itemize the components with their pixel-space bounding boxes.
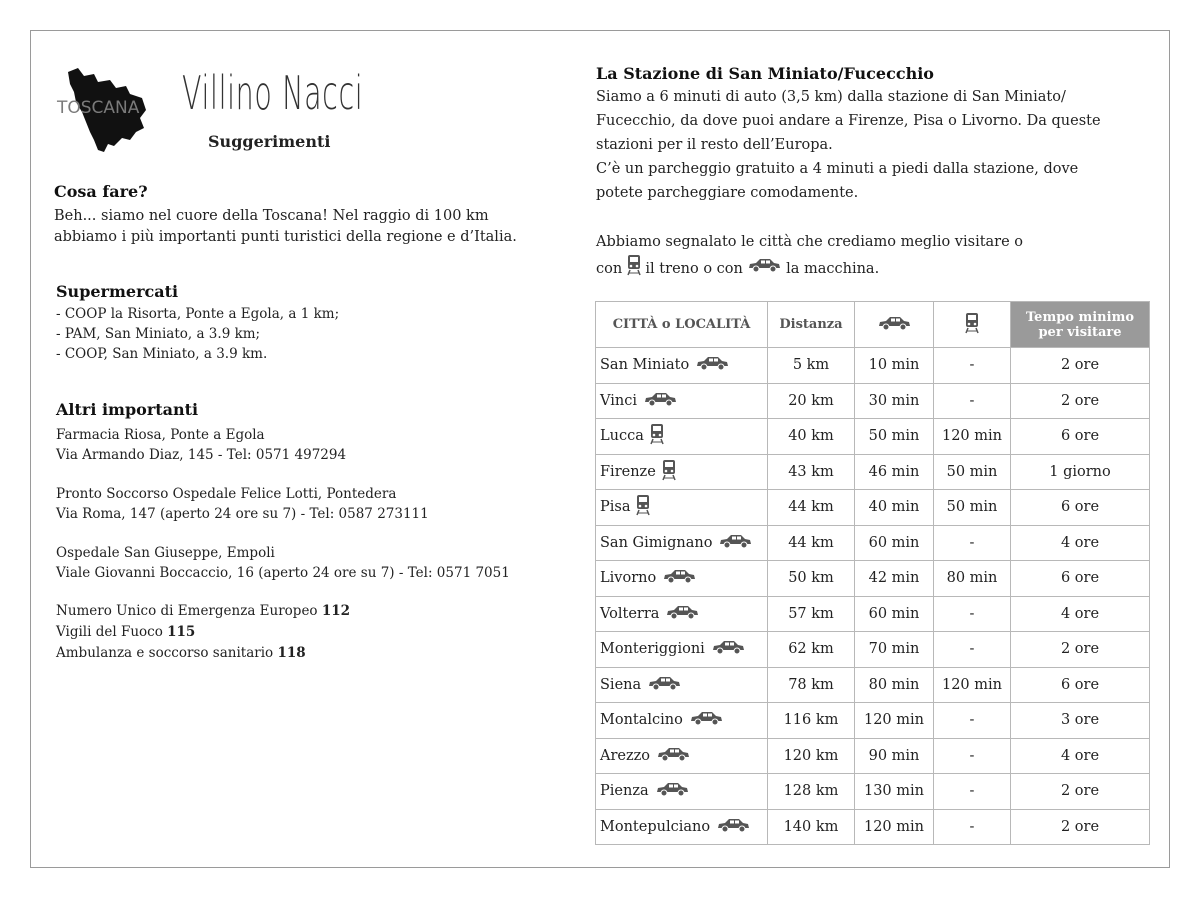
train-time-cell: - xyxy=(934,703,1011,739)
city-name: Pisa xyxy=(600,499,631,516)
stazione-line: C’è un parcheggio gratuito a 4 minuti a piedi dalla stazione, dove xyxy=(596,161,1079,177)
car-icon xyxy=(711,639,745,659)
city-cell xyxy=(596,454,768,490)
train-time-cell: - xyxy=(934,348,1011,384)
car-icon xyxy=(716,817,750,837)
page-subtitle: Suggerimenti xyxy=(208,132,331,151)
distance-cell: 116 km xyxy=(768,703,855,739)
city-name: Montepulciano xyxy=(600,818,711,835)
city-cell xyxy=(596,596,768,632)
train-time-cell: - xyxy=(934,809,1011,845)
vigili-line xyxy=(56,622,586,643)
distance-cell: 44 km xyxy=(768,525,855,561)
car-time-cell: 90 min xyxy=(855,738,934,774)
distance-cell: 120 km xyxy=(768,738,855,774)
city-name: Monteriggioni xyxy=(600,641,705,658)
city-name: Firenze xyxy=(600,463,656,480)
brand-title: Villino Nacci xyxy=(182,66,364,120)
ambulanza-label: Ambulanza e soccorso sanitario xyxy=(56,645,274,661)
header-train-col xyxy=(934,302,1011,348)
distance-cell: 40 km xyxy=(768,419,855,455)
city-cell xyxy=(596,667,768,703)
visit-time-cell: 2 ore xyxy=(1011,383,1150,419)
distance-cell: 140 km xyxy=(768,809,855,845)
visit-time-cell: 6 ore xyxy=(1011,419,1150,455)
car-time-cell: 60 min xyxy=(855,525,934,561)
car-icon xyxy=(718,533,752,553)
table-row xyxy=(596,383,1150,419)
table-row xyxy=(596,490,1150,526)
cosa-fare-section xyxy=(54,182,584,248)
city-name: San Gimignano xyxy=(600,534,713,551)
car-icon xyxy=(662,568,696,588)
pronto-soccorso-address: Via Roma, 147 (aperto 24 ore su 7) - Tel: 0587 273111 xyxy=(56,506,429,522)
car-icon xyxy=(695,355,729,375)
signal-con: con xyxy=(596,261,623,277)
visit-time-cell: 2 ore xyxy=(1011,774,1150,810)
header-car-col xyxy=(855,302,934,348)
train-time-cell: 80 min xyxy=(934,561,1011,597)
table-row xyxy=(596,419,1150,455)
city-cell xyxy=(596,490,768,526)
farmacia-name: Farmacia Riosa, Ponte a Egola xyxy=(56,427,265,443)
emergency-label: Numero Unico di Emergenza Europeo xyxy=(56,603,318,619)
visit-time-cell: 2 ore xyxy=(1011,809,1150,845)
visit-time-cell: 4 ore xyxy=(1011,596,1150,632)
supermercati-item: - COOP, San Miniato, a 3.9 km. xyxy=(56,346,268,362)
car-icon xyxy=(665,604,699,624)
ambulanza-number: 118 xyxy=(277,645,306,661)
city-cell xyxy=(596,738,768,774)
city-cell xyxy=(596,774,768,810)
cosa-fare-title: Cosa fare? xyxy=(54,182,148,201)
header-time-min: Tempo minimo per visitare xyxy=(1011,302,1150,348)
car-time-cell: 80 min xyxy=(855,667,934,703)
car-icon xyxy=(747,257,781,281)
city-name: Montalcino xyxy=(600,712,683,729)
vigili-label: Vigili del Fuoco xyxy=(56,624,163,640)
city-name: Volterra xyxy=(600,605,660,622)
city-name: Pienza xyxy=(600,783,649,800)
distance-cell: 43 km xyxy=(768,454,855,490)
car-time-cell: 42 min xyxy=(855,561,934,597)
car-icon xyxy=(656,746,690,766)
altri-section xyxy=(56,400,586,664)
car-icon xyxy=(876,315,912,331)
travel-table xyxy=(595,301,1150,845)
train-time-cell: - xyxy=(934,383,1011,419)
visit-time-cell: 3 ore xyxy=(1011,703,1150,739)
header-distance: Distanza xyxy=(768,302,855,348)
car-icon xyxy=(647,675,681,695)
city-cell xyxy=(596,561,768,597)
train-icon xyxy=(965,311,979,335)
ospedale-address: Viale Giovanni Boccaccio, 16 (aperto 24 ore su 7) - Tel: 0571 7051 xyxy=(56,565,510,581)
distance-cell: 128 km xyxy=(768,774,855,810)
stazione-section xyxy=(596,64,1156,284)
visit-time-cell: 6 ore xyxy=(1011,667,1150,703)
car-time-cell: 40 min xyxy=(855,490,934,526)
car-time-cell: 130 min xyxy=(855,774,934,810)
city-name: Arezzo xyxy=(600,747,650,764)
car-time-cell: 120 min xyxy=(855,703,934,739)
train-time-cell: 120 min xyxy=(934,667,1011,703)
table-row xyxy=(596,703,1150,739)
distance-cell: 57 km xyxy=(768,596,855,632)
table-row xyxy=(596,596,1150,632)
stazione-line: Siamo a 6 minuti di auto (3,5 km) dalla stazione di San Miniato/ xyxy=(596,89,1066,105)
train-icon xyxy=(662,458,676,486)
stazione-line: stazioni per il resto dell’Europa. xyxy=(596,137,833,153)
visit-time-cell: 4 ore xyxy=(1011,738,1150,774)
distance-cell: 50 km xyxy=(768,561,855,597)
table-row xyxy=(596,561,1150,597)
city-name: San Miniato xyxy=(600,357,690,374)
header-city: CITTÀ o LOCALITÀ xyxy=(596,302,768,348)
visit-time-cell: 6 ore xyxy=(1011,561,1150,597)
cosa-fare-line-2: abbiamo i più importanti punti turistici della regione e d’Italia. xyxy=(54,229,517,245)
car-icon xyxy=(643,391,677,411)
city-cell xyxy=(596,809,768,845)
train-time-cell: 120 min xyxy=(934,419,1011,455)
car-time-cell: 70 min xyxy=(855,632,934,668)
ambulanza-line xyxy=(56,643,586,664)
supermercati-item: - COOP la Risorta, Ponte a Egola, a 1 km; xyxy=(56,306,340,322)
map-label: TOSCANA xyxy=(57,98,140,118)
distance-cell: 62 km xyxy=(768,632,855,668)
city-cell xyxy=(596,703,768,739)
car-icon xyxy=(689,710,723,730)
emergency-line xyxy=(56,601,586,622)
signal-line-1: Abbiamo segnalato le città che crediamo meglio visitare o xyxy=(596,234,1024,250)
car-time-cell: 120 min xyxy=(855,809,934,845)
city-cell xyxy=(596,632,768,668)
vigili-number: 115 xyxy=(167,624,196,640)
train-icon xyxy=(650,422,664,450)
table-row xyxy=(596,454,1150,490)
car-time-cell: 50 min xyxy=(855,419,934,455)
city-cell xyxy=(596,383,768,419)
city-name: Vinci xyxy=(600,392,637,409)
table-row xyxy=(596,525,1150,561)
train-time-cell: - xyxy=(934,774,1011,810)
emergency-number: 112 xyxy=(321,603,351,619)
table-row xyxy=(596,738,1150,774)
train-icon xyxy=(636,493,650,521)
cosa-fare-line-1: Beh... siamo nel cuore della Toscana! Nel raggio di 100 km xyxy=(54,208,489,224)
car-time-cell: 10 min xyxy=(855,348,934,384)
distance-cell: 44 km xyxy=(768,490,855,526)
signal-treno: il treno o con xyxy=(645,261,743,277)
stazione-line: Fucecchio, da dove puoi andare a Firenze, Pisa o Livorno. Da queste xyxy=(596,113,1101,129)
visit-time-cell: 6 ore xyxy=(1011,490,1150,526)
table-row xyxy=(596,809,1150,845)
visit-time-cell: 2 ore xyxy=(1011,632,1150,668)
car-icon xyxy=(655,781,689,801)
visit-time-cell: 4 ore xyxy=(1011,525,1150,561)
table-body xyxy=(596,348,1150,845)
signal-line-2 xyxy=(596,254,1156,284)
distance-cell: 78 km xyxy=(768,667,855,703)
train-time-cell: 50 min xyxy=(934,454,1011,490)
distance-cell: 20 km xyxy=(768,383,855,419)
car-time-cell: 30 min xyxy=(855,383,934,419)
pronto-soccorso-name: Pronto Soccorso Ospedale Felice Lotti, Pontedera xyxy=(56,486,397,502)
city-cell xyxy=(596,419,768,455)
city-name: Lucca xyxy=(600,428,644,445)
altri-title: Altri importanti xyxy=(56,400,199,419)
ospedale-name: Ospedale San Giuseppe, Empoli xyxy=(56,545,275,561)
signal-macchina: la macchina. xyxy=(786,261,880,277)
supermercati-section xyxy=(56,282,586,364)
city-cell xyxy=(596,348,768,384)
stazione-line: potete parcheggiare comodamente. xyxy=(596,185,859,201)
table-row xyxy=(596,632,1150,668)
train-time-cell: - xyxy=(934,596,1011,632)
city-cell xyxy=(596,525,768,561)
visit-time-cell: 1 giorno xyxy=(1011,454,1150,490)
supermercati-title: Supermercati xyxy=(56,282,179,301)
city-name: Siena xyxy=(600,676,642,693)
visit-time-cell: 2 ore xyxy=(1011,348,1150,384)
farmacia-address: Via Armando Diaz, 145 - Tel: 0571 497294 xyxy=(56,447,347,463)
table-row xyxy=(596,774,1150,810)
supermercati-item: - PAM, San Miniato, a 3.9 km; xyxy=(56,326,261,342)
table-row xyxy=(596,348,1150,384)
stazione-title: La Stazione di San Miniato/Fucecchio xyxy=(596,64,934,83)
train-time-cell: - xyxy=(934,632,1011,668)
train-time-cell: - xyxy=(934,525,1011,561)
train-icon xyxy=(627,254,641,284)
table-header-row xyxy=(596,302,1150,348)
car-time-cell: 60 min xyxy=(855,596,934,632)
car-time-cell: 46 min xyxy=(855,454,934,490)
table-row xyxy=(596,667,1150,703)
train-time-cell: - xyxy=(934,738,1011,774)
distance-cell: 5 km xyxy=(768,348,855,384)
city-name: Livorno xyxy=(600,570,657,587)
train-time-cell: 50 min xyxy=(934,490,1011,526)
